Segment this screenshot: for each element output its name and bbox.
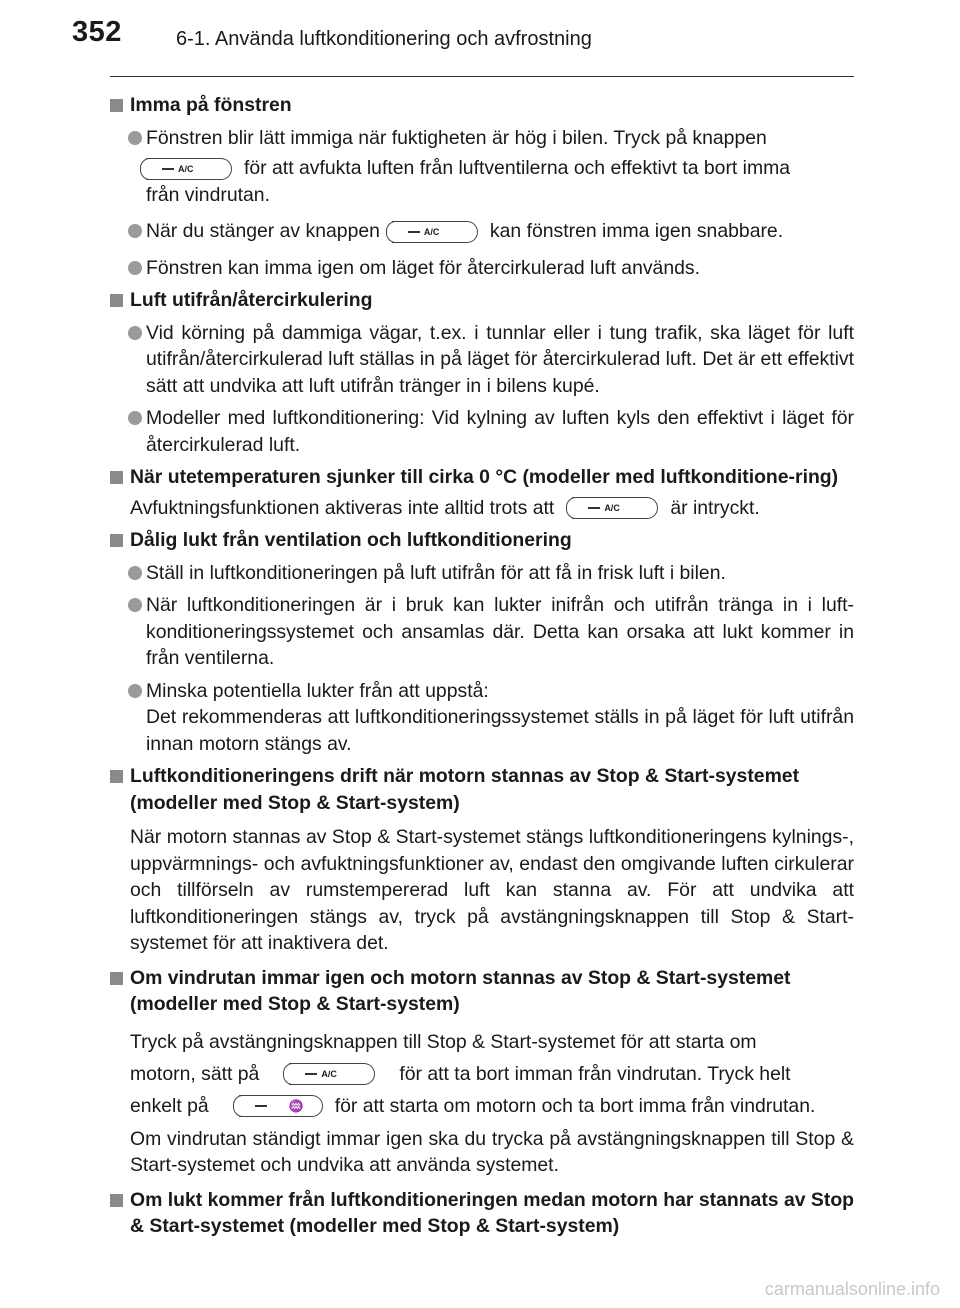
text-segment: Avfuktningsfunktionen aktiveras inte alltid trots att xyxy=(130,496,555,519)
bullet-item xyxy=(110,678,854,758)
section-heading: När utetemperaturen sjunker till cirka 0 °C (modeller med luftkonditione-ring) xyxy=(110,464,854,491)
section-heading: Dålig lukt från ventilation och luftkonditionering xyxy=(110,527,854,554)
defrost-button-icon: ♒ xyxy=(239,1095,323,1117)
page-content xyxy=(110,88,854,1240)
watermark: carmanualsonline.info xyxy=(764,1279,940,1299)
paragraph: När motorn stannas av Stop & Start-systemet stängs luftkonditioneringens kylnings-, uppvärmnings- och avfuktningsfunktioner av, endast den omgivande luften cirkulerar och tillförseln av rumstempererad luft kan stanna av. För att undvika att luftkonditioneringen stängs av, tryck på avstängningsknappen till Stop & Start-systemet för att inaktivera det. xyxy=(130,826,854,954)
text-segment: är intryckt. xyxy=(670,496,760,519)
text-line: Det rekommenderas att luftkonditioneringssystemet ställs in på läget för luft utifrån innan motorn stängs av. xyxy=(146,706,854,755)
section-heading: Imma på fönstren xyxy=(110,92,854,119)
bullet-item: Vid körning på dammiga vägar, t.ex. i tunnlar eller i tung trafik, ska läget för luft utifrån/återcirkulerad luft ställas in på läget för återcirkulerad luft. Det är ett effektivt sätt att undvika att luft utifrån tränger in i bilens kupé. xyxy=(110,320,854,400)
paragraph xyxy=(110,1026,854,1122)
section-heading: Om lukt kommer från luftkonditioneringen medan motorn har stannats av Stop & Start-systemet (modeller med Stop & Start-system) xyxy=(110,1187,854,1240)
section-heading: Luftkonditioneringens drift när motorn stannas av Stop & Start-systemet (modeller med Stop & Start-system) xyxy=(110,763,854,816)
bullet-item: Fönstren kan imma igen om läget för återcirkulerad luft används. xyxy=(110,255,854,282)
text-line: Tryck på avstängningsknappen till Stop & Start-systemet för att starta om xyxy=(130,1030,757,1053)
section-heading: Luft utifrån/återcirkulering xyxy=(110,287,854,314)
chapter-title: 6-1. Använda luftkonditionering och avfrostning xyxy=(176,28,592,50)
bullet-item: När luftkonditioneringen är i bruk kan lukter inifrån och utifrån tränga in i luft-konditioneringssystemet och ansamlas där. Detta kan orsaka att lukt kommer in från ventilerna. xyxy=(110,592,854,672)
section-heading: Om vindrutan immar igen och motorn stannas av Stop & Start-systemet (modeller med Stop & Start-system) xyxy=(110,965,854,1018)
bullet-item xyxy=(110,218,854,245)
text-segment: kan fönstren imma igen snabbare. xyxy=(489,220,784,242)
header-rule xyxy=(110,76,854,77)
ac-button-icon: A/C xyxy=(289,1063,375,1085)
text-line: från vindrutan. xyxy=(146,183,270,206)
text-segment: motorn, sätt på xyxy=(130,1062,260,1085)
ac-button-icon: A/C xyxy=(392,221,478,243)
text-segment: När du stänger av knappen xyxy=(146,220,380,242)
bullet-item xyxy=(110,125,854,209)
page-number: 352 xyxy=(72,16,122,48)
text-segment: för att ta bort imman från vindrutan. Tryck helt xyxy=(399,1062,791,1085)
bullet-item: Ställ in luftkonditioneringen på luft utifrån för att få in frisk luft i bilen. xyxy=(110,560,854,587)
paragraph xyxy=(110,495,854,522)
text-segment: enkelt på xyxy=(130,1094,209,1117)
paragraph: Om vindrutan ständigt immar igen ska du trycka på avstängningsknappen till Stop & Start-systemet och undvika att använda systemet. xyxy=(130,1127,854,1176)
bullet-item: Modeller med luftkonditionering: Vid kylning av luften kyls den effektivt i läget för återcirkulerad luft. xyxy=(110,405,854,458)
text-line: Minska potentiella lukter från att uppstå: xyxy=(146,679,489,702)
text-line: Fönstren blir lätt immiga när fuktigheten är hög i bilen. Tryck på knappen xyxy=(146,126,767,149)
ac-button-icon: A/C xyxy=(572,497,658,519)
ac-button-icon: A/C xyxy=(146,158,232,180)
text-line: för att avfukta luften från luftventilerna och effektivt ta bort imma xyxy=(244,157,791,179)
text-segment: för att starta om motorn och ta bort imma från vindrutan. xyxy=(334,1094,816,1117)
